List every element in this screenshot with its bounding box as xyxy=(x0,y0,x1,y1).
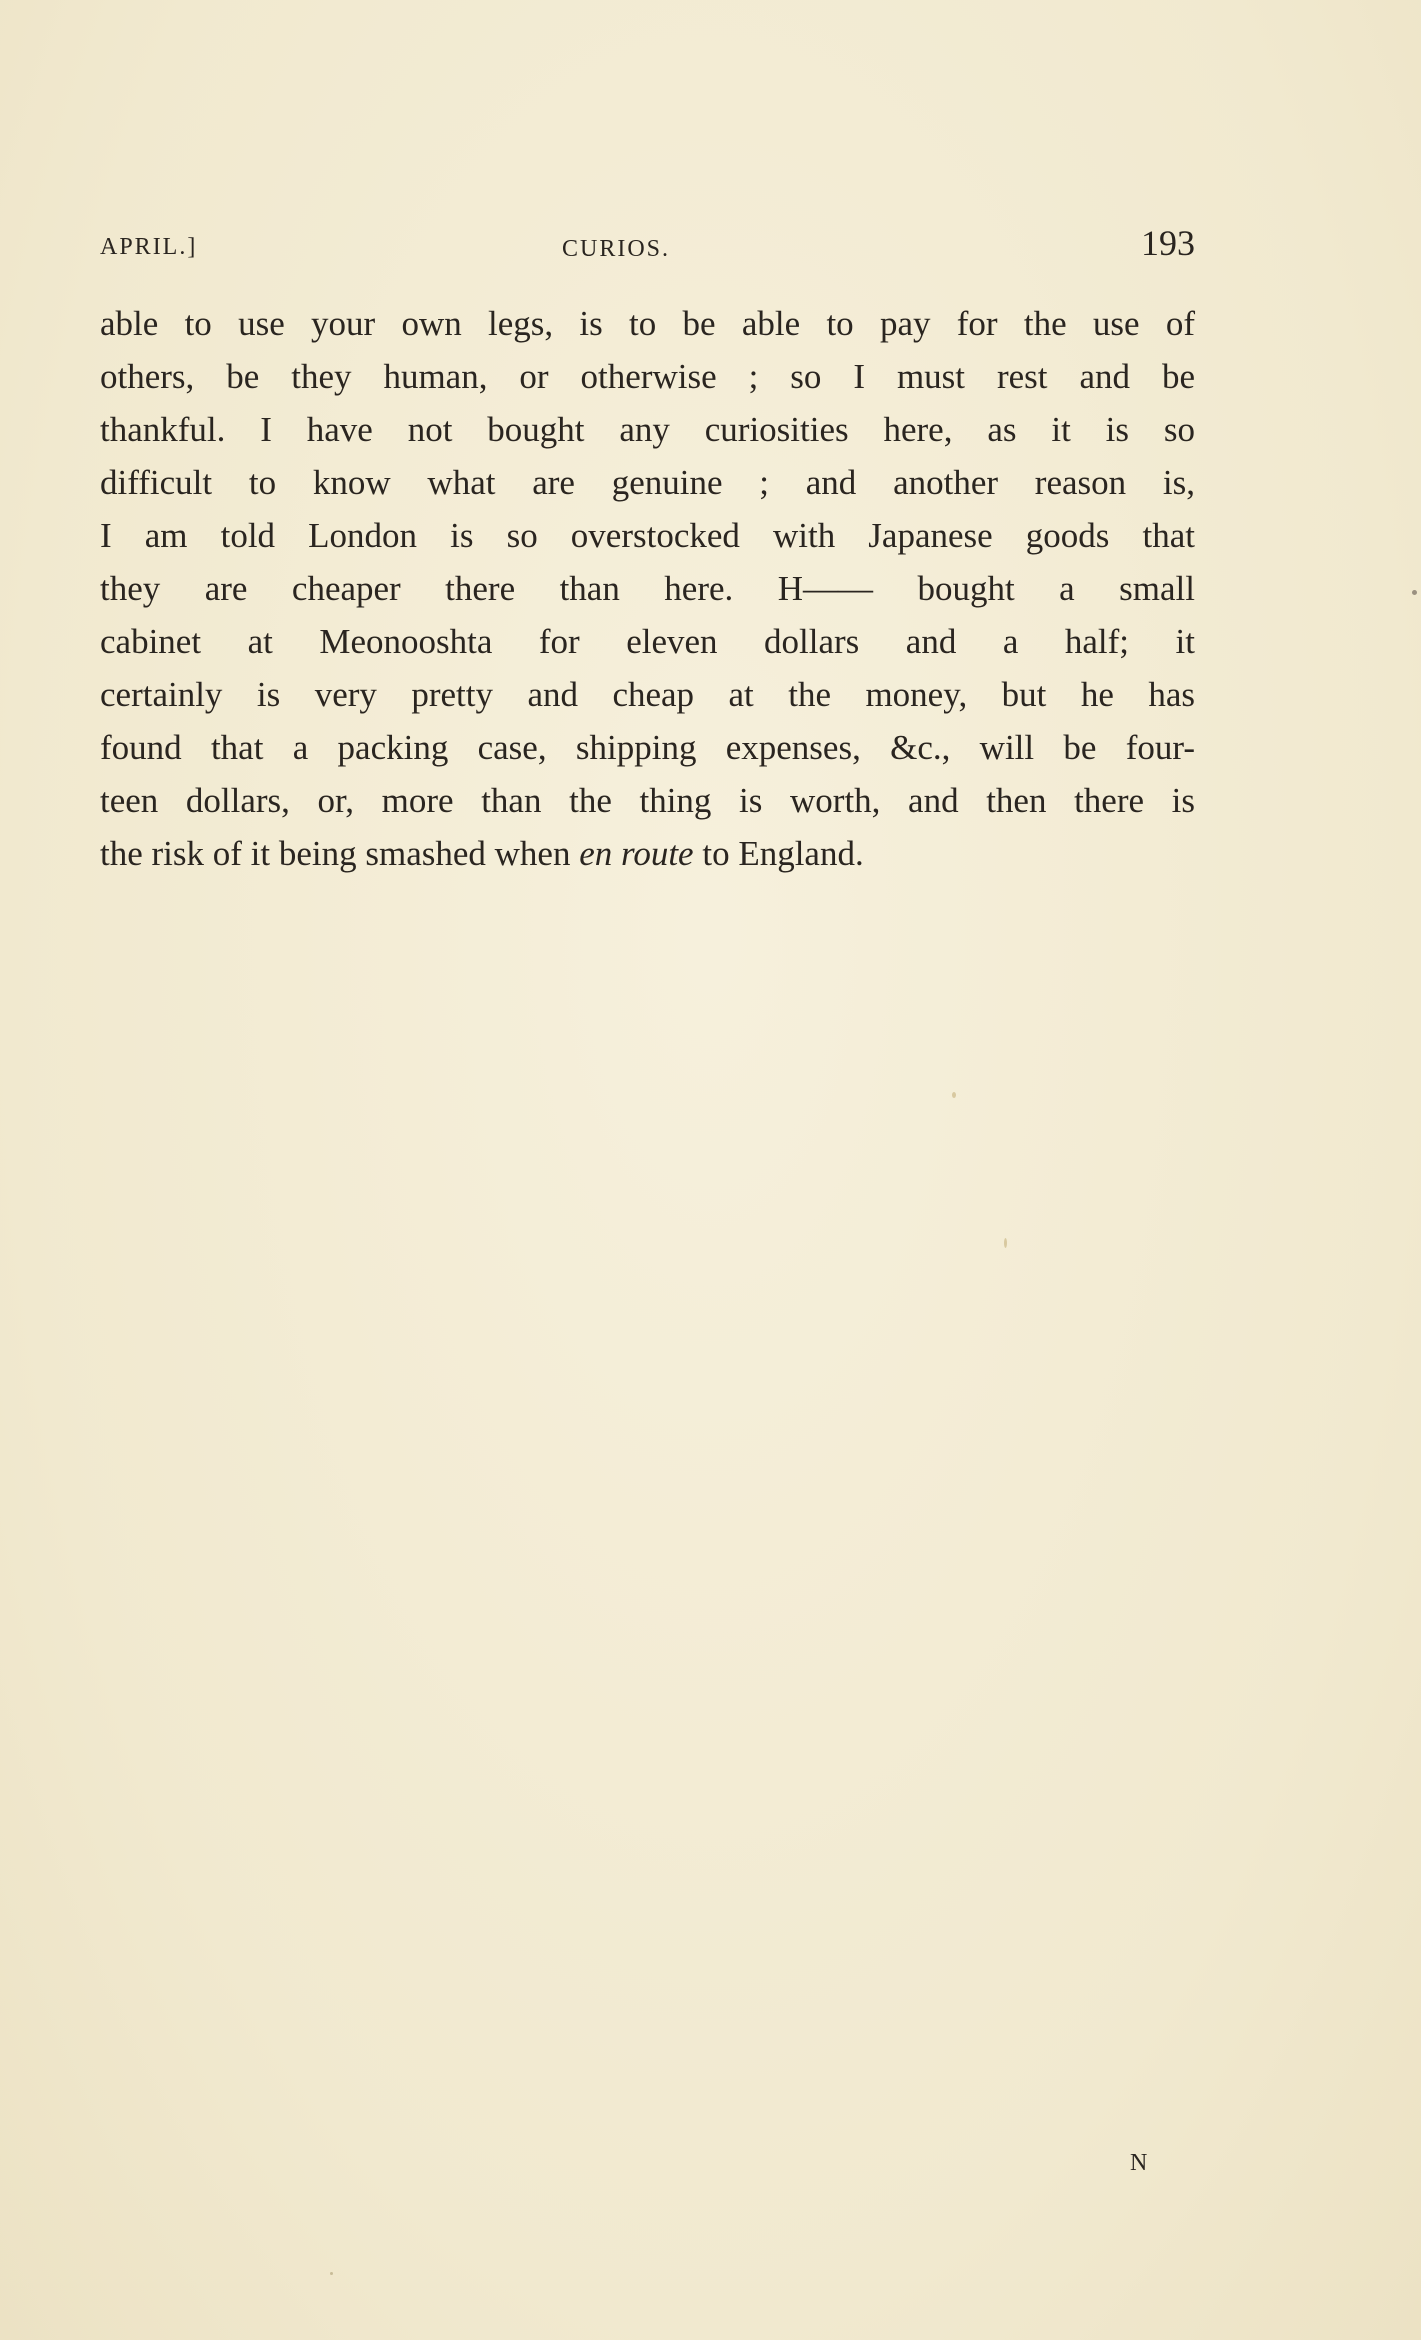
text-line: others, be they human, or otherwise ; so I must rest and be xyxy=(100,357,1195,396)
running-head-month: APRIL.] xyxy=(100,234,198,260)
text-line: able to use your own legs, is to be able to pay for the use of xyxy=(100,304,1195,343)
text-segment: to England. xyxy=(693,834,864,873)
signature-mark: N xyxy=(1130,2150,1148,2176)
text-line: teen dollars, or, more than the thing is worth, and then there is xyxy=(100,781,1195,820)
paper-speck xyxy=(952,1092,956,1098)
text-line: difficult to know what are genuine ; and another reason is, xyxy=(100,463,1195,502)
page-number: 193 xyxy=(1141,223,1195,263)
body-paragraph xyxy=(100,297,1195,880)
text-segment: the risk of it being smashed when xyxy=(100,834,580,873)
text-line: I am told London is so overstocked with Japanese goods that xyxy=(100,516,1195,555)
running-head-title: CURIOS. xyxy=(562,236,671,262)
paper-speck xyxy=(330,2272,333,2275)
text-line: cabinet at Meonooshta for eleven dollars and a half; it xyxy=(100,622,1195,661)
text-line-last xyxy=(100,827,1195,880)
text-line: certainly is very pretty and cheap at the money, but he has xyxy=(100,675,1195,714)
running-head xyxy=(100,222,1195,272)
paper-speck xyxy=(1004,1238,1007,1248)
text-line: found that a packing case, shipping expenses, &c., will be four- xyxy=(100,728,1195,767)
text-line: they are cheaper there than here. H—— bought a small xyxy=(100,569,1195,608)
paper-speck xyxy=(1412,590,1417,595)
italic-phrase: en route xyxy=(579,834,694,873)
text-line: thankful. I have not bought any curiosities here, as it is so xyxy=(100,410,1195,449)
